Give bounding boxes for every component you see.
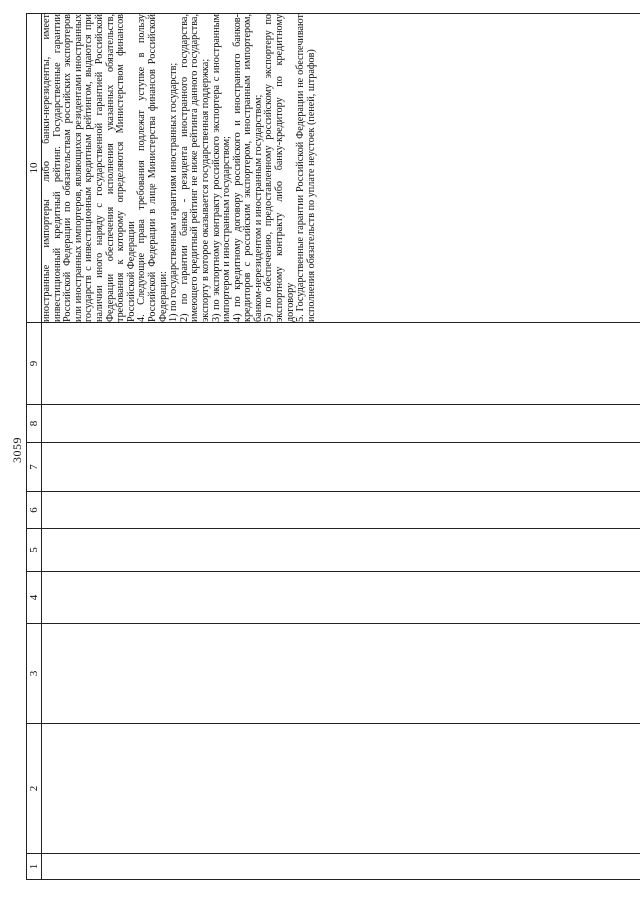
page-number: 3059 — [10, 437, 24, 463]
column-number-header-row — [27, 14, 42, 880]
column-header-9: 9 — [27, 323, 42, 405]
paragraph-subitem-5: 5) по обеспечению, предоставленному российскому экспортеру по экспортному контракту либо банку-кредитору по кредитному договору — [263, 14, 296, 322]
table-cell-col6 — [42, 492, 640, 529]
column-header-2: 2 — [27, 724, 42, 854]
table-cell-col1 — [42, 854, 640, 880]
paragraph-subitem-1: 1) по государственным гарантиям иностранных государств; — [168, 62, 180, 322]
column-header-4: 4 — [27, 572, 42, 624]
paragraph-subitem-2: 2) по гарантии банка - резидента иностранного государства, имеющего кредитный рейтинг не ниже рейтинга данного государства, экспорту в которое оказывается государственная поддержка; — [178, 14, 211, 322]
table-cell-col4 — [42, 572, 640, 624]
budget-table — [26, 13, 640, 880]
table-cell-col3 — [42, 624, 640, 724]
table-cell-col5 — [42, 529, 640, 572]
column-header-6: 6 — [27, 492, 42, 529]
table-cell-col2 — [42, 724, 640, 854]
paragraph-item-5: 5. Государственные гарантии Российской Федерации не обеспечивают исполнения обязательств по уплате неустоек (пеней, штрафов) — [295, 14, 317, 322]
table-cell-col8 — [42, 405, 640, 443]
table-cell-col10-text — [42, 14, 640, 323]
column-header-8: 8 — [27, 405, 42, 443]
column-header-3: 3 — [27, 624, 42, 724]
column-header-7: 7 — [27, 443, 42, 492]
column-header-10: 10 — [27, 14, 42, 323]
table-cell-col7 — [42, 443, 640, 492]
column-header-5: 5 — [27, 529, 42, 572]
table-row — [42, 14, 640, 880]
paragraph-item-4-intro: 4. Следующие права требования подлежат уступке в пользу Российской Федерации в лице Министерства финансов Российской Федерации: — [136, 14, 169, 322]
paragraph-subitem-3: 3) по экспортному контракту российского экспортера с иностранным импортером и иностранным государством; — [210, 14, 233, 322]
table-cell-col9 — [42, 323, 640, 405]
paragraph-guarantee-conditions: иностранные импортеры либо банки-нерезиденты, имеет инвестиционный кредитный рейтинг. Государственные гарантии Российской Федерации по обязательствам российских экспортеров или иностранных импортеров, являющихся резидентами иностранных государств с инвестиционным кредитным рейтингом, выдаются при наличии иного наряду с государственной гарантией Российской Федерации обеспечения исполнения указанных обязательств, требования к которому определяются Министерством финансов Российской Федерации — [41, 14, 137, 322]
paragraph-subitem-4: 4) по кредитному договору российского и иностранного банков-кредиторов с российским экспортером, иностранным импортером, банком-нерезидентом и иностранным государством; — [231, 14, 264, 322]
column-header-1: 1 — [27, 854, 42, 880]
